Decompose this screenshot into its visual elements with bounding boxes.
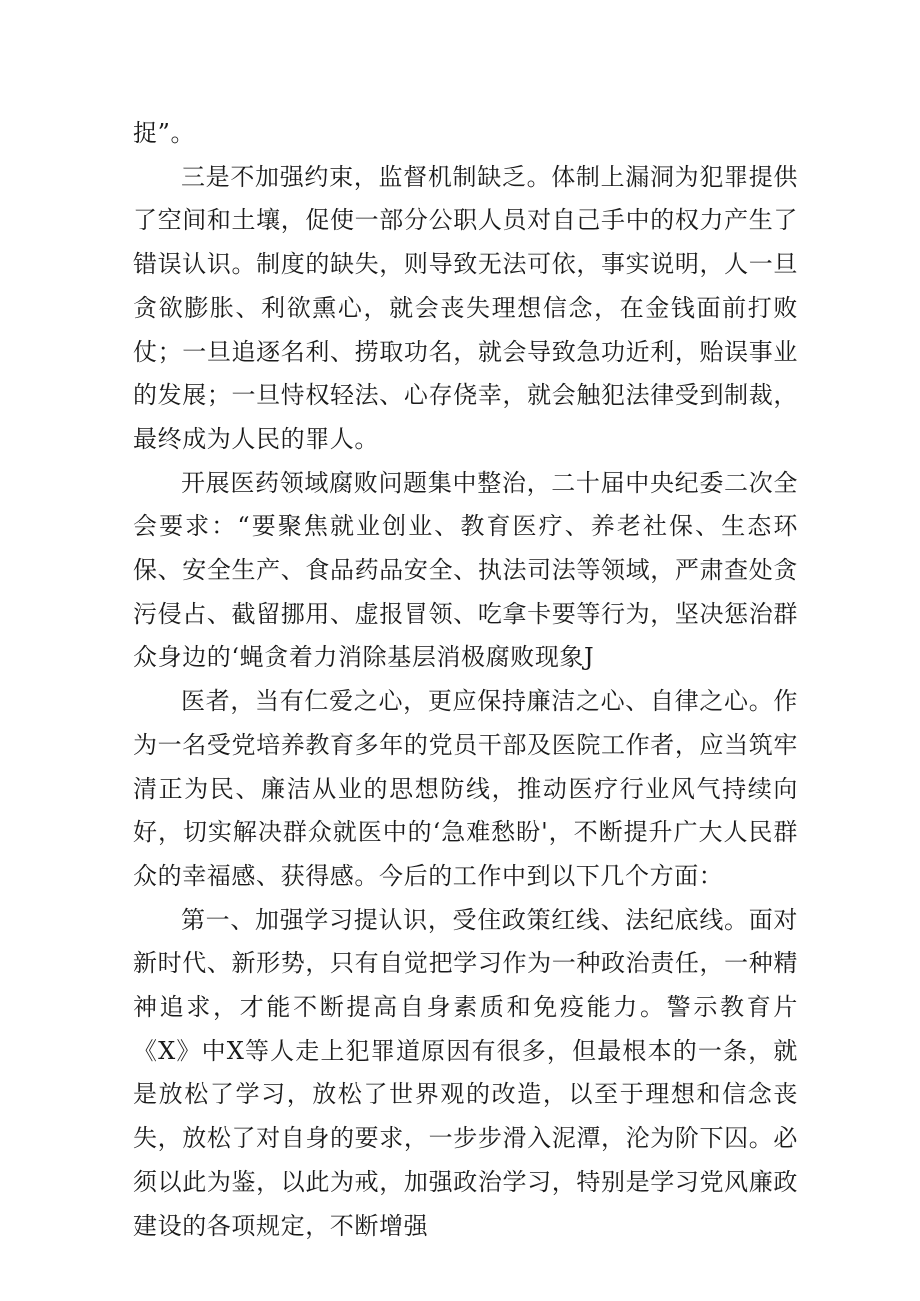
- paragraph-medical-corruption: 开展医药领域腐败问题集中整治，二十届中央纪委二次全会要求：“要聚焦就业创业、教育医疗、养老社保、生态环保、安全生产、食品药品安全、执法司法等领域，严肃查处贪污侵占、截留挪用、虚报冒领、吃拿卡要等行为，坚决惩治群众身边的‘蝇贪着力消除基层消极腐败现象J: [133, 468, 798, 672]
- document-body: [133, 112, 798, 1248]
- paragraph-first-point: 第一、加强学习提认识，受住政策红线、法纪底线。面对新时代、新形势，只有自觉把学习作为一种政治责任，一种精神追求，才能不断提高自身素质和免疫能力。警示教育片《X》中X等人走上犯罪道原因有很多，但最根本的一条，就是放松了学习，放松了世界观的改造，以至于理想和信念丧失，放松了对自身的要求，一步步滑入泥潭，沦为阶下囚。必须以此为鉴，以此为戒，加强政治学习，特别是学习党风廉政建设的各项规定，不断增强: [133, 905, 798, 1240]
- paragraph-continuation: 捉”。: [133, 119, 196, 147]
- paragraph-doctor-integrity: 医者，当有仁爱之心，更应保持廉洁之心、自律之心。作为一名受党培养教育多年的党员干部及医院工作者，应当筑牢清正为民、廉洁从业的思想防线，推动医疗行业风气持续向好，切实解决群众就医中的‘急难愁盼'，不断提升广大人民群众的幸福感、获得感。今后的工作中到以下几个方面：: [133, 687, 798, 890]
- paragraph-supervision: 三是不加强约束，监督机制缺乏。体制上漏洞为犯罪提供了空间和土壤，促使一部分公职人员对自己手中的权力产生了错误认识。制度的缺失，则导致无法可依，事实说明，人一旦贪欲膨胀、利欲熏心，就会丧失理想信念，在金钱面前打败仗；一旦追逐名利、捞取功名，就会导致急功近利，贻误事业的发展；一旦恃权轻法、心存侥幸，就会触犯法律受到制裁，最终成为人民的罪人。: [133, 162, 798, 453]
